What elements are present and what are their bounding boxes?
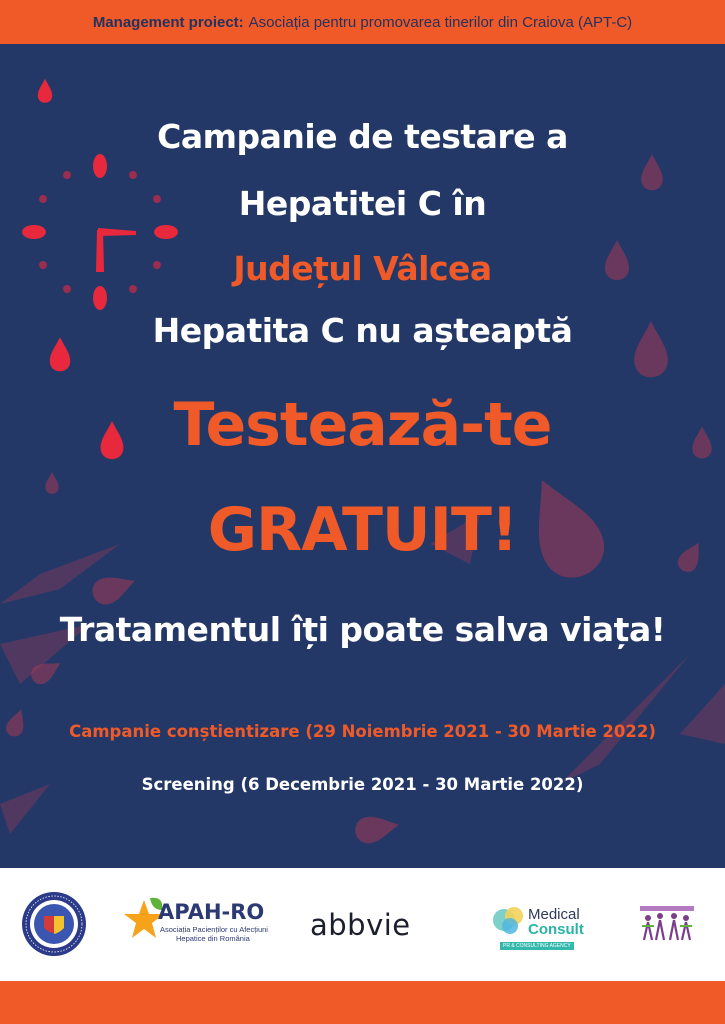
screening-period: Screening (6 Decembrie 2021 - 30 Martie 2022) — [141, 775, 584, 794]
project-management-bar — [0, 0, 725, 44]
medical-consult-title: Medical — [528, 906, 580, 923]
cta-line2: GRATUIT! — [207, 495, 518, 565]
management-label: Management proiect: — [92, 13, 244, 31]
tagline: Tratamentul îți poate salva viața! — [59, 610, 666, 649]
footer-bar — [0, 981, 725, 1024]
blood-drop-icon — [45, 472, 58, 494]
blood-drop-icon — [38, 79, 52, 103]
people-icon — [638, 904, 696, 944]
county-name: Județul Vâlcea — [233, 249, 492, 288]
cta-line1: Testează-te — [173, 390, 552, 460]
apah-title: APAH-RO — [158, 900, 265, 924]
apah-subtitle-line1: Asociația Pacienților cu Afecțiuni — [160, 925, 268, 934]
medical-consult-title2: Consult — [528, 921, 584, 938]
bubbles-icon — [492, 906, 528, 936]
poster-panel — [0, 44, 725, 868]
campaign-title-line2: Hepatitei C în — [238, 184, 487, 223]
medical-consult-subtitle: PR & CONSULTING AGENCY — [500, 942, 574, 950]
campaign-title-line1: Campanie de testare a — [157, 117, 568, 156]
slogan: Hepatita C nu așteaptă — [152, 311, 573, 350]
awareness-period: Campanie conștientizare (29 Noiembrie 2021 - 30 Martie 2022) — [69, 722, 656, 741]
abbvie-logo: abbvie — [310, 908, 411, 942]
blood-drop-icon — [353, 812, 401, 846]
apah-ro-logo — [124, 896, 274, 956]
university-seal-icon — [20, 890, 88, 958]
medical-consult-logo — [492, 904, 597, 954]
partner-logos-strip — [0, 868, 725, 981]
blood-drop-icon — [89, 568, 139, 608]
management-organization: Asociația pentru promovarea tinerilor din Craiova (APT-C) — [248, 13, 633, 31]
apah-subtitle-line2: Hepatice din România — [176, 934, 250, 943]
